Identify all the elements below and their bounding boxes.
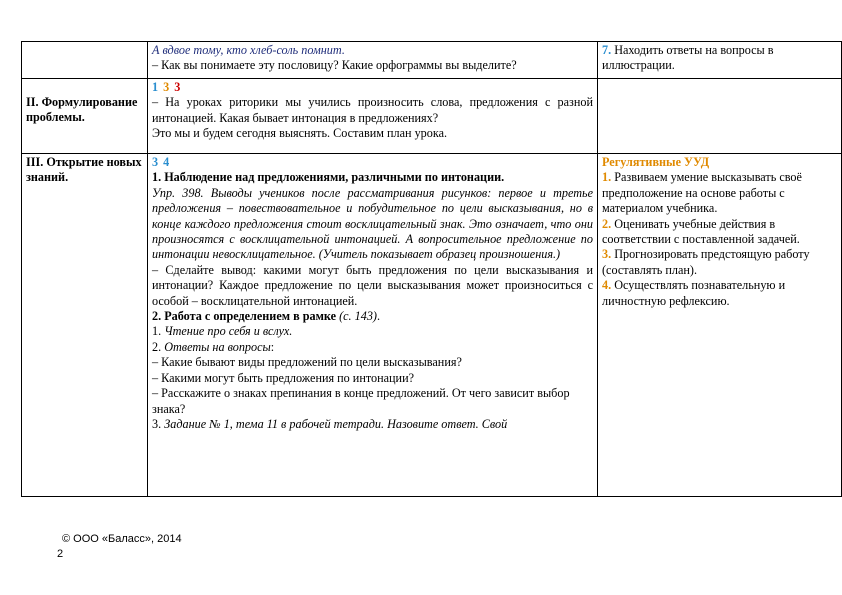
stage-cell bbox=[22, 79, 148, 154]
table-row bbox=[22, 154, 842, 497]
slide-number: 3 bbox=[152, 155, 159, 169]
list-item bbox=[152, 417, 593, 432]
punct: : bbox=[270, 339, 275, 354]
paragraph: – На уроках риторики мы учились произносить слова, предложения с разной интонацией. Какая бывает интонация в предложениях? bbox=[152, 95, 593, 125]
stage-cell bbox=[22, 42, 148, 79]
page-number: 2 bbox=[57, 548, 64, 560]
list-item bbox=[152, 340, 593, 355]
uud-text: Оценивать учебные действия в соответствии с поставленной задачей. bbox=[602, 216, 800, 247]
activity-cell bbox=[148, 42, 598, 79]
item-number: 3. bbox=[602, 247, 612, 262]
slide-number: 1 bbox=[152, 80, 159, 94]
uud-heading: Регулятивные УУД bbox=[602, 155, 710, 169]
question: – Какие бывают виды предложений по цели высказывания? bbox=[152, 355, 462, 370]
paragraph: Это мы и будем сегодня выяснять. Составим план урока. bbox=[152, 126, 448, 141]
uud-item bbox=[602, 247, 837, 278]
uud-text: Прогнозировать предстоящую работу (составлять план). bbox=[602, 247, 810, 277]
page-ref: (с. 143) bbox=[339, 309, 377, 324]
item-number: 1. bbox=[602, 170, 612, 185]
item-number: 2. bbox=[602, 216, 612, 231]
question: – Какими могут быть предложения по интонации? bbox=[152, 370, 415, 385]
table-row bbox=[22, 42, 842, 79]
punct: . bbox=[376, 309, 381, 324]
table-row bbox=[22, 79, 842, 154]
list-number: 2. bbox=[152, 339, 162, 354]
slide-number: 4 bbox=[163, 155, 170, 169]
question-line: – Как вы понимаете эту пословицу? Какие орфограммы вы выделите? bbox=[152, 58, 517, 73]
list-text: Задание № 1, тема 11 в рабочей тетради. Назовите ответ. Свой bbox=[164, 416, 508, 431]
list-number: 1. bbox=[152, 324, 162, 339]
uud-text: Развиваем умение высказывать своё предположение на основе работы с материалом учебника. bbox=[602, 170, 802, 216]
section-heading bbox=[152, 309, 593, 324]
slide-numbers bbox=[152, 80, 593, 95]
activity-cell bbox=[148, 79, 598, 154]
lesson-plan-table bbox=[21, 41, 842, 497]
uud-item bbox=[602, 278, 837, 309]
copyright-footer: © ООО «Баласс», 2014 bbox=[62, 533, 182, 545]
paragraph: – Сделайте вывод: какими могут быть предложения по цели высказывания и интонации? Каждое предложение по цели высказывания может произноситься с особой – восклицательной интонацией. bbox=[152, 262, 593, 308]
slide-number: 3 bbox=[174, 80, 181, 94]
section-heading: 1. Наблюдение над предложениями, различными по интонации. bbox=[152, 170, 505, 185]
uud-cell bbox=[598, 154, 842, 497]
list-text: Ответы на вопросы bbox=[164, 339, 271, 354]
uud-cell bbox=[598, 42, 842, 79]
list-item bbox=[152, 324, 593, 339]
question: – Расскажите о знаках препинания в конце предложений. От чего зависит выбор знака? bbox=[152, 386, 570, 416]
slide-numbers bbox=[152, 155, 593, 170]
slide-number: 3 bbox=[163, 80, 170, 94]
list-number: 3. bbox=[152, 416, 162, 431]
activity-cell bbox=[148, 154, 598, 497]
stage-title: II. Формулирование проблемы. bbox=[26, 95, 138, 125]
stage-cell bbox=[22, 154, 148, 497]
proverb-line: А вдвое тому, кто хлеб-соль помнит. bbox=[152, 43, 345, 57]
stage-title: III. Открытие новых знаний. bbox=[26, 155, 142, 185]
uud-text: Находить ответы на вопросы в иллюстрации. bbox=[602, 43, 774, 73]
uud-text: Осуществлять познавательную и личностную рефлексию. bbox=[602, 278, 786, 308]
item-number: 4. bbox=[602, 278, 612, 293]
list-text: Чтение про себя и вслух. bbox=[164, 324, 293, 339]
item-number: 7. bbox=[602, 43, 612, 57]
heading-text: 2. Работа с определением в рамке bbox=[152, 309, 337, 324]
uud-item bbox=[602, 170, 837, 216]
uud-item bbox=[602, 217, 837, 248]
paragraph: Упр. 398. Выводы учеников после рассматривания рисунков: первое и третье предложения – повествовательное и побудительное по цели высказывания, но в конце каждого предложения стоит восклицательный знак. Это означает, что они произносятся с восклицательной интонацией. А вопросительное предложение по интонации невосклицательное. (Учитель показывает образец произношения.) bbox=[152, 185, 593, 262]
uud-cell bbox=[598, 79, 842, 154]
